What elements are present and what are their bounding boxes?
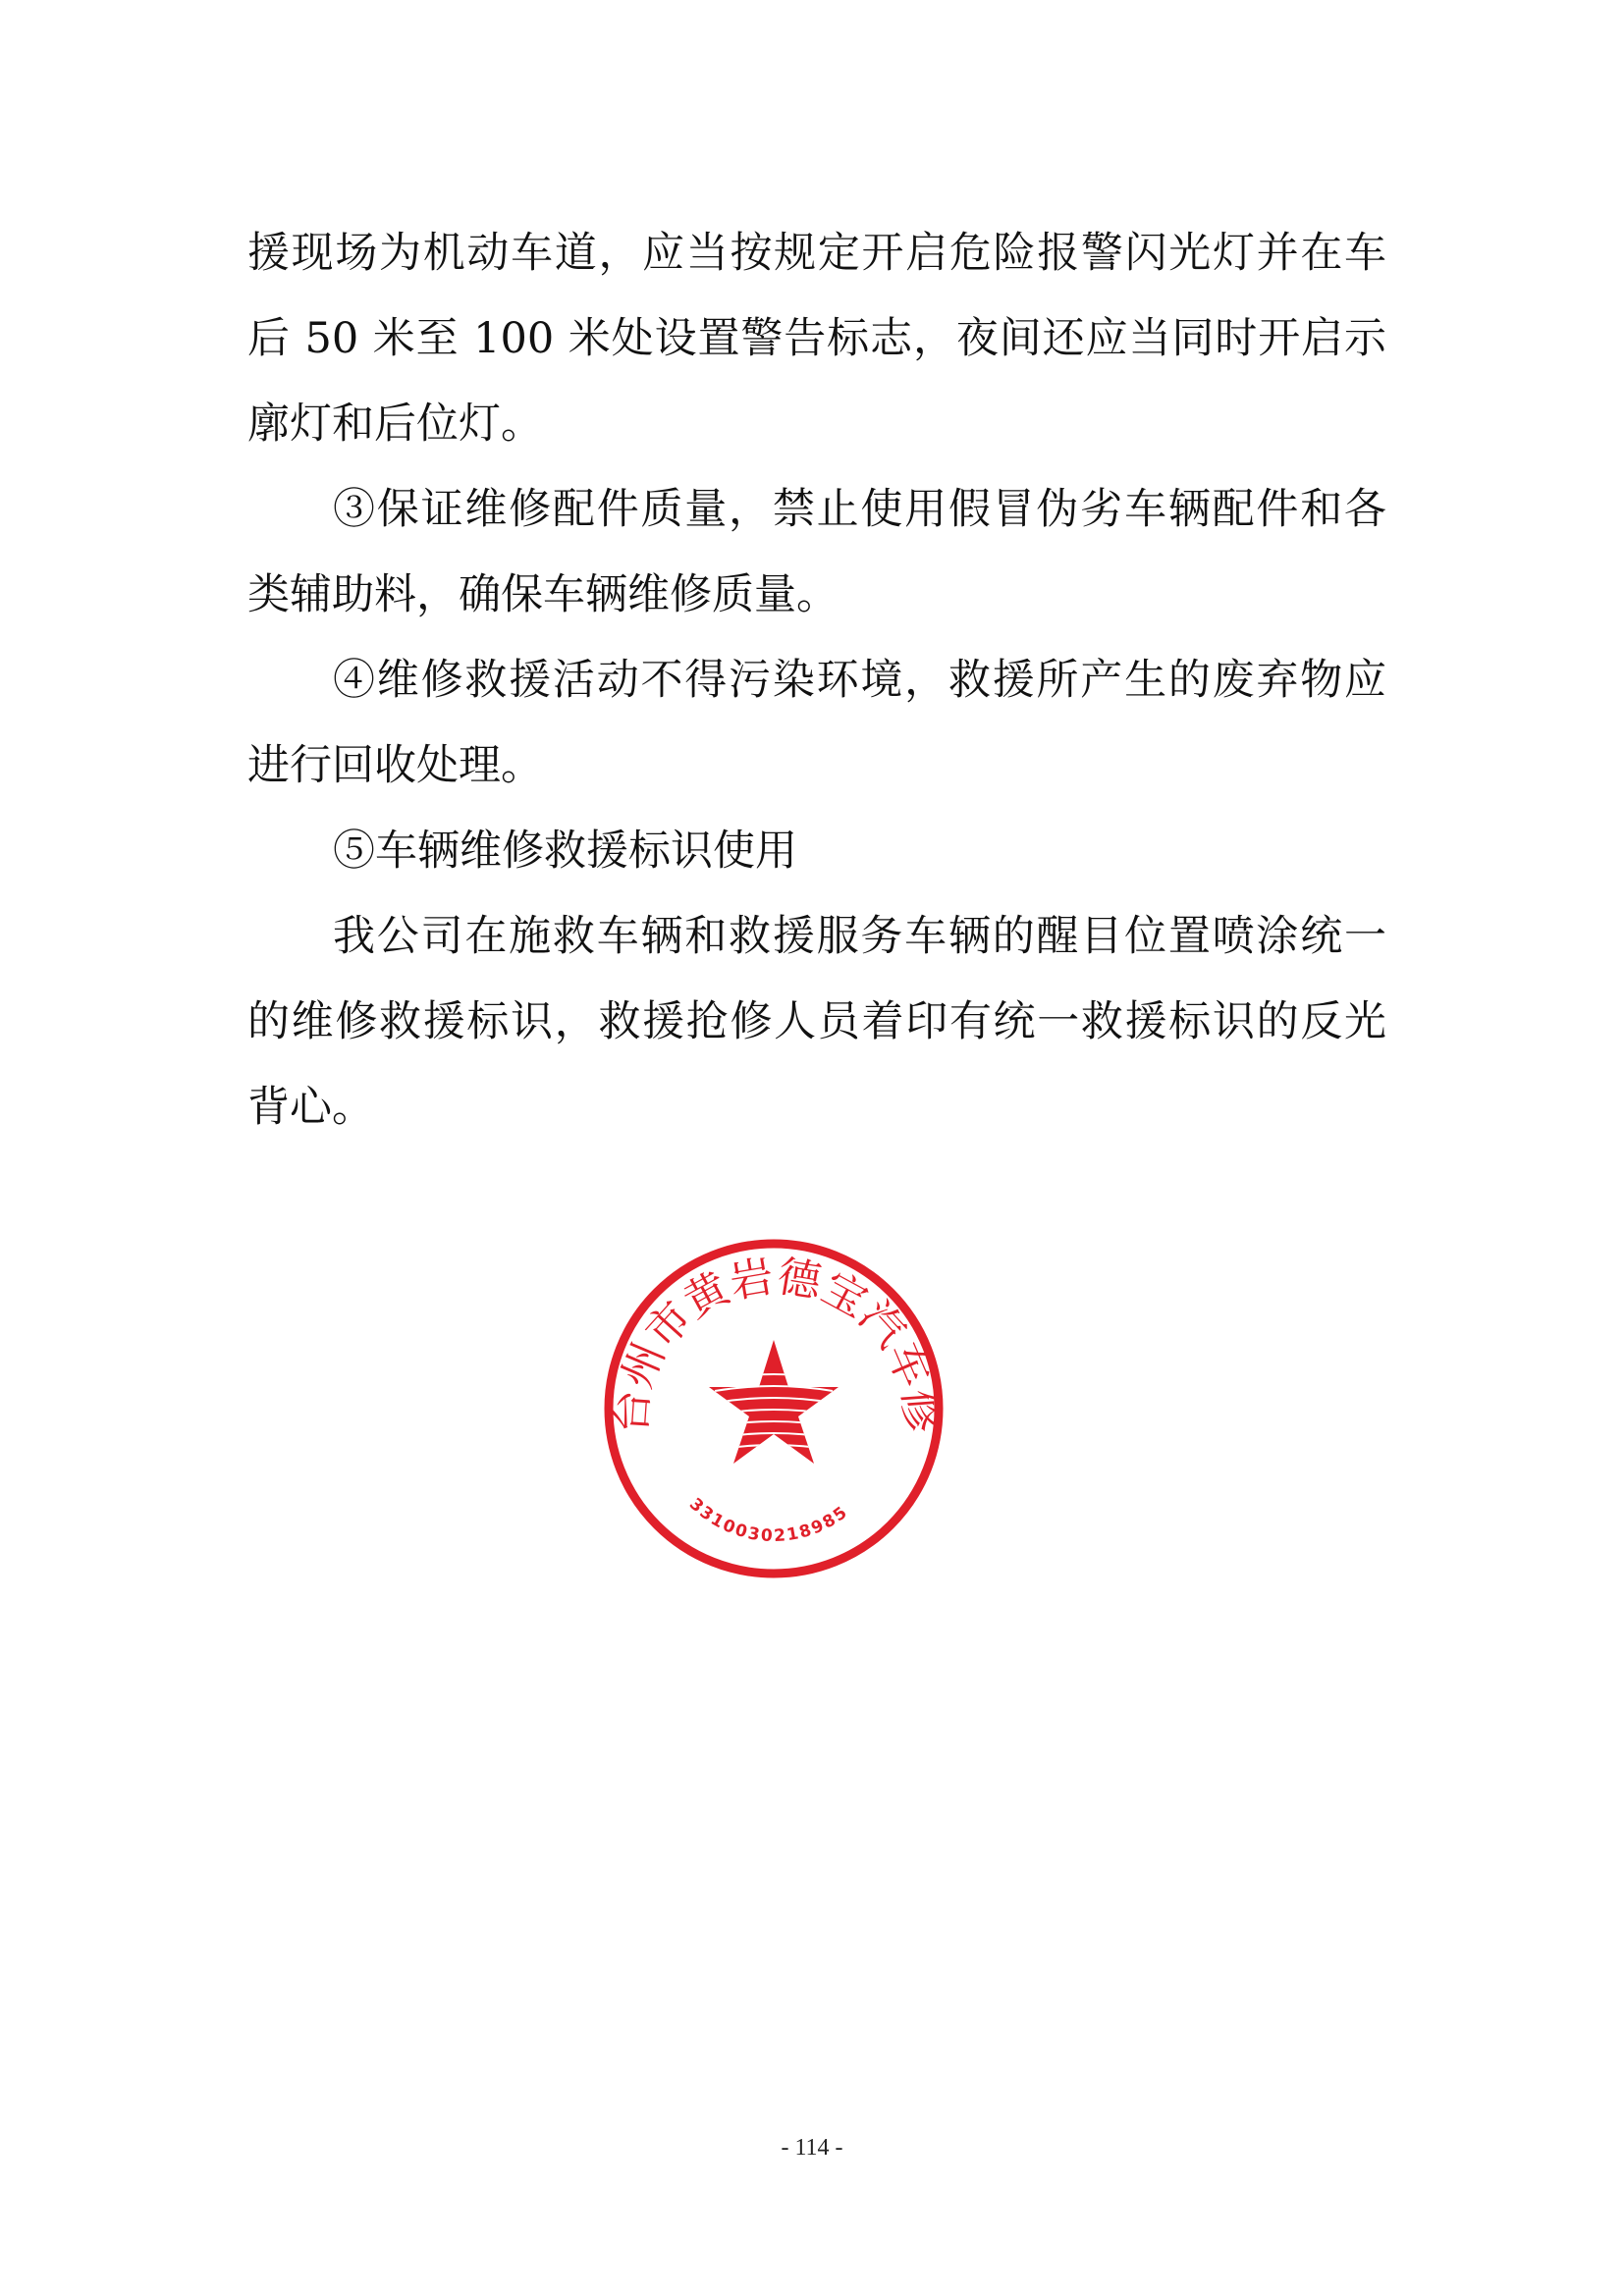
body-text: [247, 211, 1386, 1150]
company-seal: [597, 1232, 950, 1585]
paragraph-1: 援现场为机动车道，应当按规定开启危险报警闪光灯并在车后 50 米至 100 米处设置警告标志，夜间还应当同时开启示廓灯和后位灯。: [247, 229, 1386, 449]
paragraph-5: 我公司在施救车辆和救援服务车辆的醒目位置喷涂统一的维修救援标识，救援抢修人员着印有统一救援标识的反光背心。: [247, 912, 1386, 1132]
seal-graphic: [597, 1232, 950, 1585]
paragraph-2: ③保证维修配件质量，禁止使用假冒伪劣车辆配件和各类辅助料，确保车辆维修质量。: [247, 485, 1386, 619]
page-number: - 114 -: [781, 2135, 843, 2161]
paragraph-4: ⑤车辆维修救援标识使用: [333, 827, 797, 876]
paragraph-3: ④维修救援活动不得污染环境，救援所产生的废弃物应进行回收处理。: [247, 656, 1386, 790]
star-icon: [709, 1340, 839, 1464]
seal-code-text: 3310030218985: [685, 1494, 853, 1547]
seal-name-text: 台州市黄岩德宝汽车修: [606, 1251, 947, 1435]
